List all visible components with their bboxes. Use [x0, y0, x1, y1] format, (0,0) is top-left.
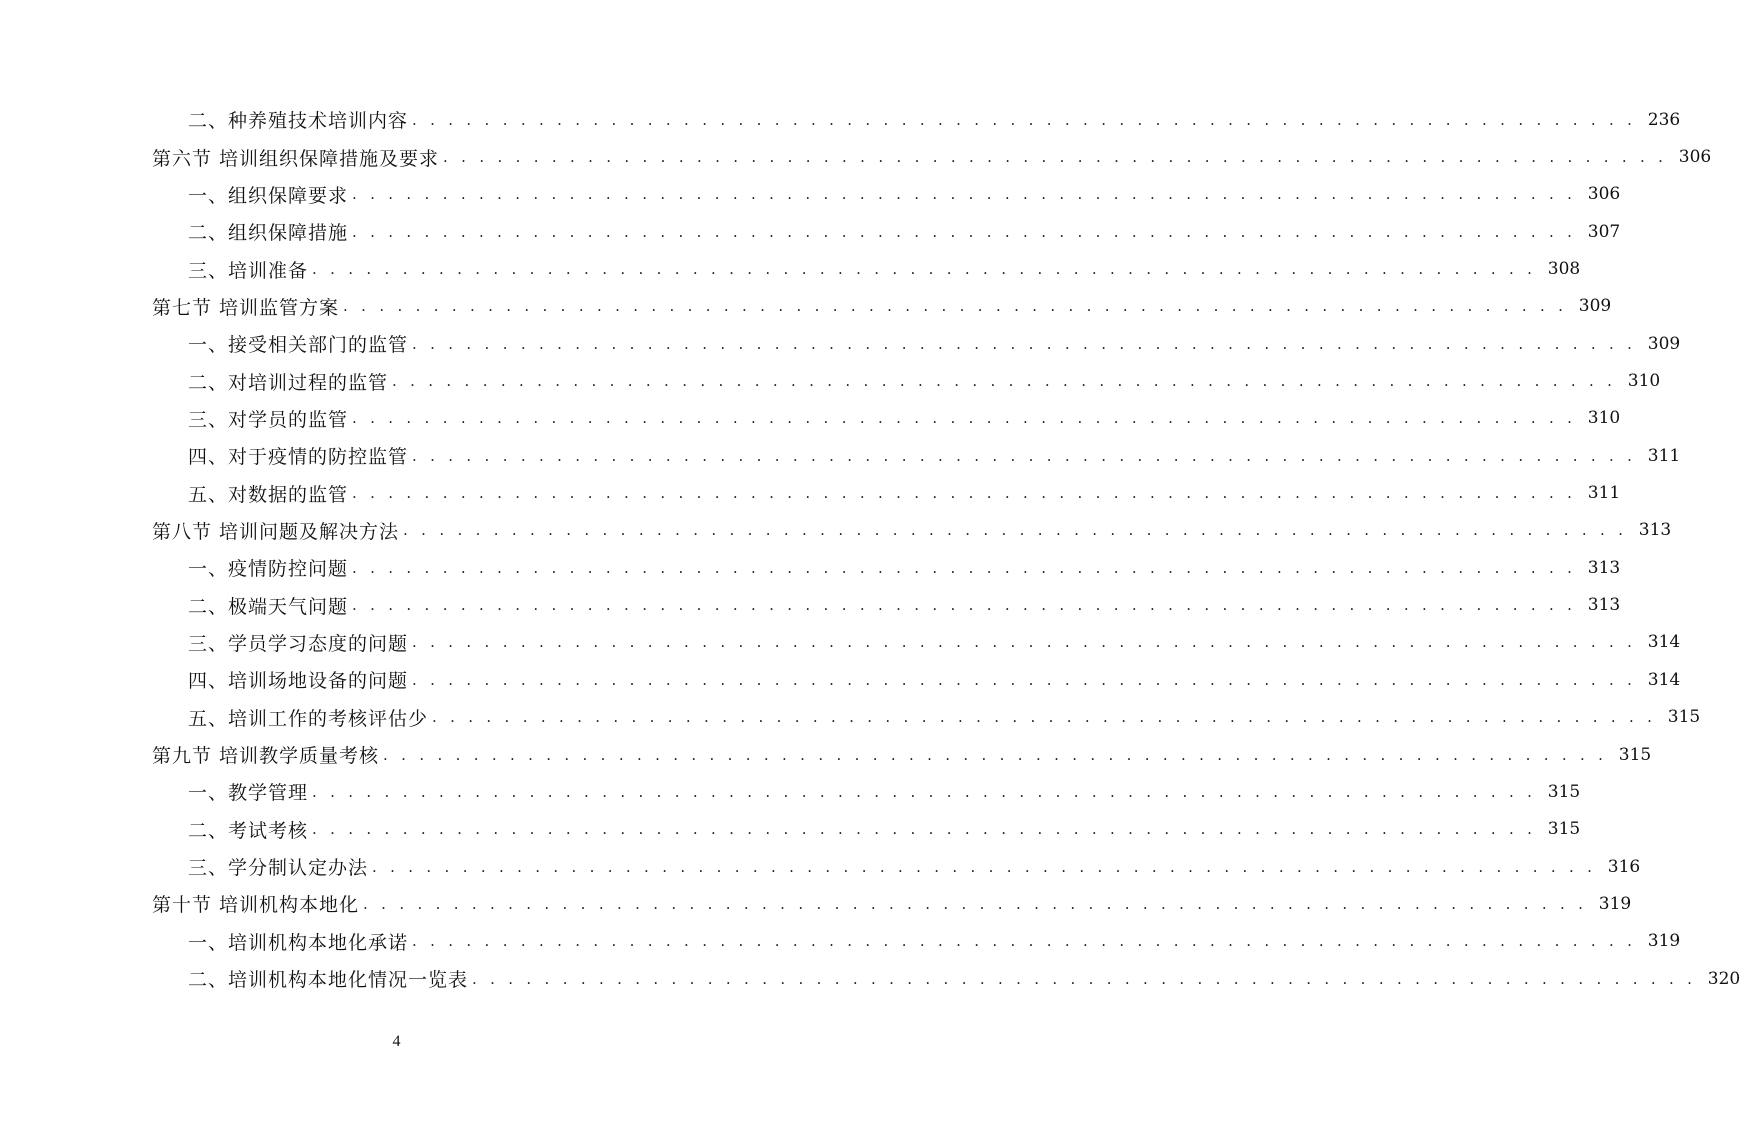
toc-subsection-entry[interactable] [0, 848, 1641, 885]
toc-subsection-entry[interactable] [0, 325, 1681, 362]
toc-subsection-entry[interactable] [0, 437, 1681, 474]
dot-leader: . . . . . . . . . . . . . . . . . . . . . . . . . . . . . . . . . . . . . . . . . . . . . . . . . . . . . . . . . . . . . . . . . . . . [432, 708, 1657, 727]
toc-entry-title: 一、疫情防控问题 [188, 558, 349, 581]
toc-entry-page: 314 [1647, 669, 1681, 690]
dot-leader: . . . . . . . . . . . . . . . . . . . . . . . . . . . . . . . . . . . . . . . . . . . . . . . . . . . . . . . . . . . . . . . . . . . . [352, 484, 1577, 503]
toc-section-entry[interactable] [0, 288, 1612, 325]
toc-entry-page: 306 [1678, 147, 1712, 168]
toc-entry-page: 308 [1547, 259, 1581, 280]
toc-entry-title: 第十节 培训机构本地化 [152, 894, 360, 917]
toc-entry-page: 311 [1647, 445, 1681, 466]
dot-leader: . . . . . . . . . . . . . . . . . . . . . . . . . . . . . . . . . . . . . . . . . . . . . . . . . . . . . . . . . . . . . . . . . . . . [472, 969, 1697, 988]
dot-leader: . . . . . . . . . . . . . . . . . . . . . . . . . . . . . . . . . . . . . . . . . . . . . . . . . . . . . . . . . . . . . . . . . . . . [352, 185, 1577, 204]
toc-subsection-entry[interactable] [0, 661, 1681, 698]
toc-entry-title: 二、种养殖技术培训内容 [188, 110, 409, 133]
toc-entry-page: 310 [1627, 371, 1661, 392]
toc-entry-title: 二、考试考核 [188, 819, 309, 842]
toc-subsection-entry[interactable] [0, 362, 1661, 399]
toc-entry-title: 一、培训机构本地化承诺 [188, 931, 409, 954]
toc-entry-page: 236 [1647, 109, 1681, 130]
toc-entry-page: 315 [1547, 819, 1581, 840]
toc-entry-title: 第八节 培训问题及解决方法 [152, 520, 400, 543]
toc-entry-page: 307 [1587, 221, 1621, 242]
toc-entry-title: 三、培训准备 [188, 259, 309, 282]
dot-leader: . . . . . . . . . . . . . . . . . . . . . . . . . . . . . . . . . . . . . . . . . . . . . . . . . . . . . . . . . . . . . . . . . . . . [352, 596, 1577, 615]
toc-subsection-entry[interactable] [0, 213, 1621, 250]
toc-subsection-entry[interactable] [0, 773, 1581, 810]
toc-entry-page: 315 [1618, 744, 1652, 765]
toc-entry-title: 第七节 培训监管方案 [152, 296, 340, 319]
dot-leader: . . . . . . . . . . . . . . . . . . . . . . . . . . . . . . . . . . . . . . . . . . . . . . . . . . . . . . . . . . . . . . . . . . . . [372, 857, 1597, 876]
dot-leader: . . . . . . . . . . . . . . . . . . . . . . . . . . . . . . . . . . . . . . . . . . . . . . . . . . . . . . . . . . . . . . . . . . . . [412, 932, 1637, 951]
dot-leader: . . . . . . . . . . . . . . . . . . . . . . . . . . . . . . . . . . . . . . . . . . . . . . . . . . . . . . . . . . . . . . . . . . . . [443, 148, 1668, 167]
toc-entry-title: 三、学分制认定办法 [188, 857, 369, 880]
dot-leader: . . . . . . . . . . . . . . . . . . . . . . . . . . . . . . . . . . . . . . . . . . . . . . . . . . . . . . . . . . . . . . . . . . . . [352, 558, 1577, 577]
toc-entry-page: 313 [1587, 557, 1621, 578]
toc-entry-title: 二、培训机构本地化情况一览表 [188, 969, 469, 992]
toc-subsection-entry[interactable] [0, 176, 1621, 213]
dot-leader: . . . . . . . . . . . . . . . . . . . . . . . . . . . . . . . . . . . . . . . . . . . . . . . . . . . . . . . . . . . . . . . . . . . . [403, 521, 1628, 540]
toc-subsection-entry[interactable] [0, 474, 1621, 511]
toc-subsection-entry[interactable] [0, 250, 1581, 287]
dot-leader: . . . . . . . . . . . . . . . . . . . . . . . . . . . . . . . . . . . . . . . . . . . . . . . . . . . . . . . . . . . . . . . . . . . . [412, 446, 1637, 465]
toc-section-entry[interactable] [0, 885, 1632, 922]
toc-entry-title: 四、培训场地设备的问题 [188, 670, 409, 693]
toc-subsection-entry[interactable] [0, 699, 1701, 736]
dot-leader: . . . . . . . . . . . . . . . . . . . . . . . . . . . . . . . . . . . . . . . . . . . . . . . . . . . . . . . . . . . . . . . . . . . . [352, 222, 1577, 241]
toc-entry-page: 313 [1638, 520, 1672, 541]
toc-subsection-entry[interactable] [0, 549, 1621, 586]
toc-entry-page: 309 [1578, 296, 1612, 317]
toc-entry-page: 315 [1667, 707, 1701, 728]
toc-entry-title: 五、对数据的监管 [188, 483, 349, 506]
toc-subsection-entry[interactable] [0, 101, 1681, 138]
toc-entry-page: 311 [1587, 483, 1621, 504]
toc-entry-title: 第六节 培训组织保障措施及要求 [152, 147, 440, 170]
toc-entry-page: 310 [1587, 408, 1621, 429]
toc-entry-page: 306 [1587, 184, 1621, 205]
toc-entry-page: 315 [1547, 781, 1581, 802]
toc-section-entry[interactable] [0, 736, 1652, 773]
dot-leader: . . . . . . . . . . . . . . . . . . . . . . . . . . . . . . . . . . . . . . . . . . . . . . . . . . . . . . . . . . . . . . . . . . . . [312, 782, 1537, 801]
dot-leader: . . . . . . . . . . . . . . . . . . . . . . . . . . . . . . . . . . . . . . . . . . . . . . . . . . . . . . . . . . . . . . . . . . . . [312, 260, 1537, 279]
toc-entry-title: 一、教学管理 [188, 782, 309, 805]
dot-leader: . . . . . . . . . . . . . . . . . . . . . . . . . . . . . . . . . . . . . . . . . . . . . . . . . . . . . . . . . . . . . . . . . . . . [412, 334, 1637, 353]
toc-entry-title: 四、对于疫情的防控监管 [188, 446, 409, 469]
toc-entry-title: 第九节 培训教学质量考核 [152, 745, 380, 768]
toc-entry-page: 319 [1647, 931, 1681, 952]
dot-leader: . . . . . . . . . . . . . . . . . . . . . . . . . . . . . . . . . . . . . . . . . . . . . . . . . . . . . . . . . . . . . . . . . . . . [363, 894, 1588, 913]
dot-leader: . . . . . . . . . . . . . . . . . . . . . . . . . . . . . . . . . . . . . . . . . . . . . . . . . . . . . . . . . . . . . . . . . . . . [343, 297, 1568, 316]
toc-entry-title: 一、组织保障要求 [188, 184, 349, 207]
toc-entry-title: 一、接受相关部门的监管 [188, 334, 409, 357]
toc-entry-title: 二、极端天气问题 [188, 595, 349, 618]
toc-entry-page: 314 [1647, 632, 1681, 653]
toc-entry-page: 313 [1587, 595, 1621, 616]
toc-entry-title: 三、学员学习态度的问题 [188, 632, 409, 655]
toc-entry-title: 二、组织保障措施 [188, 222, 349, 245]
dot-leader: . . . . . . . . . . . . . . . . . . . . . . . . . . . . . . . . . . . . . . . . . . . . . . . . . . . . . . . . . . . . . . . . . . . . [412, 633, 1637, 652]
toc-subsection-entry[interactable] [0, 811, 1581, 848]
toc-entry-page: 309 [1647, 333, 1681, 354]
dot-leader: . . . . . . . . . . . . . . . . . . . . . . . . . . . . . . . . . . . . . . . . . . . . . . . . . . . . . . . . . . . . . . . . . . . . [312, 820, 1537, 839]
toc-entry-title: 二、对培训过程的监管 [188, 371, 389, 394]
toc-subsection-entry[interactable] [0, 400, 1621, 437]
toc-entry-page: 319 [1598, 893, 1632, 914]
toc-subsection-entry[interactable] [0, 624, 1681, 661]
page-number: 4 [392, 1033, 401, 1050]
toc-entry-page: 316 [1607, 856, 1641, 877]
dot-leader: . . . . . . . . . . . . . . . . . . . . . . . . . . . . . . . . . . . . . . . . . . . . . . . . . . . . . . . . . . . . . . . . . . . . [412, 670, 1637, 689]
toc-entry-title: 三、对学员的监管 [188, 408, 349, 431]
toc-section-entry[interactable] [0, 138, 1712, 175]
table-of-contents [0, 101, 1740, 997]
toc-section-entry[interactable] [0, 512, 1672, 549]
toc-subsection-entry[interactable] [0, 586, 1621, 623]
dot-leader: . . . . . . . . . . . . . . . . . . . . . . . . . . . . . . . . . . . . . . . . . . . . . . . . . . . . . . . . . . . . . . . . . . . . [352, 409, 1577, 428]
toc-subsection-entry[interactable] [0, 960, 1740, 997]
dot-leader: . . . . . . . . . . . . . . . . . . . . . . . . . . . . . . . . . . . . . . . . . . . . . . . . . . . . . . . . . . . . . . . . . . . . [383, 745, 1608, 764]
dot-leader: . . . . . . . . . . . . . . . . . . . . . . . . . . . . . . . . . . . . . . . . . . . . . . . . . . . . . . . . . . . . . . . . . . . . [412, 110, 1637, 129]
toc-subsection-entry[interactable] [0, 923, 1681, 960]
toc-entry-page: 320 [1707, 968, 1740, 989]
toc-entry-title: 五、培训工作的考核评估少 [188, 707, 429, 730]
dot-leader: . . . . . . . . . . . . . . . . . . . . . . . . . . . . . . . . . . . . . . . . . . . . . . . . . . . . . . . . . . . . . . . . . . . . [392, 372, 1617, 391]
